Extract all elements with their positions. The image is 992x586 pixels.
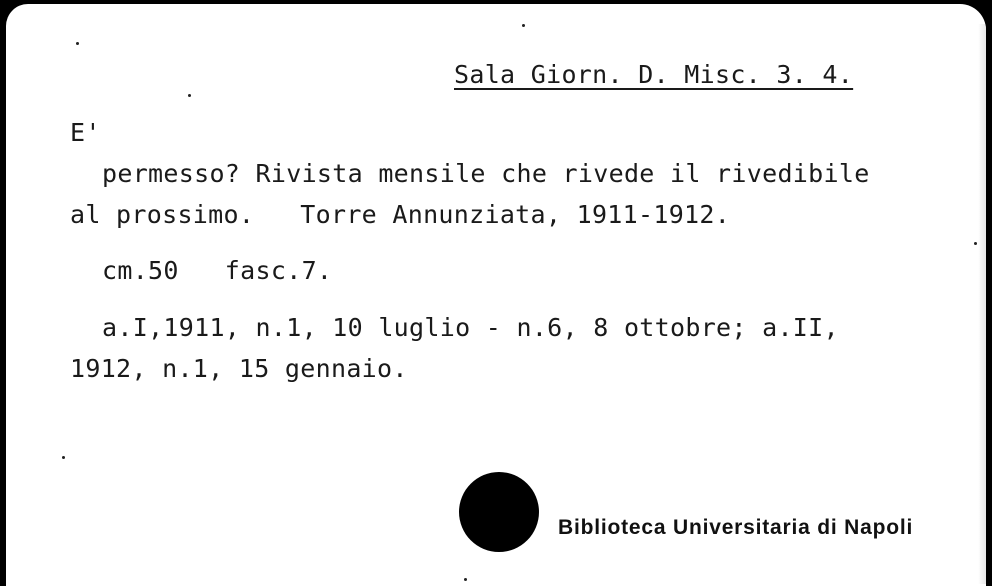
- dust-speck: [464, 578, 467, 581]
- dust-speck: [522, 24, 525, 27]
- dust-speck: [188, 94, 191, 97]
- dust-speck: [62, 456, 65, 459]
- catalog-card: [6, 4, 986, 586]
- punch-hole-dot: [459, 472, 539, 552]
- card-edge-shadow: [978, 24, 986, 584]
- holdings-line-2: 1912, n.1, 15 gennaio.: [70, 354, 408, 383]
- physical-description: cm.50 fasc.7.: [102, 256, 333, 285]
- dust-speck: [76, 42, 79, 45]
- holdings-line-1: a.I,1911, n.1, 10 luglio - n.6, 8 ottobre; a.II,: [102, 313, 839, 342]
- title-line-2: al prossimo. Torre Annunziata, 1911-1912.: [70, 200, 731, 229]
- entry-heading: E': [70, 118, 101, 147]
- dust-speck: [974, 242, 977, 245]
- shelfmark: Sala Giorn. D. Misc. 3. 4.: [454, 60, 854, 89]
- library-stamp: Biblioteca Universitaria di Napoli: [558, 516, 914, 539]
- title-line-1: permesso? Rivista mensile che rivede il rivedibile: [102, 159, 870, 188]
